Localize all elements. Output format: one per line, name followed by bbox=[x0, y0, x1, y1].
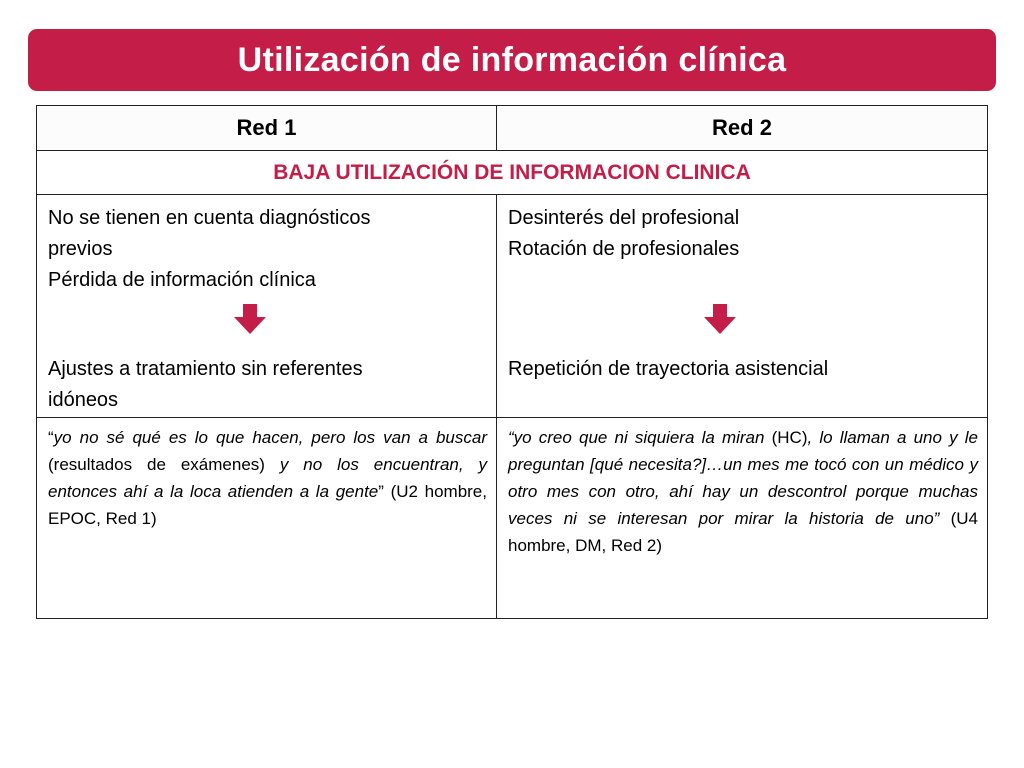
red1-findings-cell bbox=[37, 195, 497, 418]
subheader-row bbox=[37, 151, 988, 195]
down-arrow-icon bbox=[234, 304, 266, 334]
red1-cause-line: previos bbox=[48, 238, 113, 260]
red2-quote bbox=[497, 418, 987, 559]
header-red-2: Red 2 bbox=[497, 106, 988, 151]
subheader-baja-utilizacion: BAJA UTILIZACIÓN DE INFORMACION CLINICA bbox=[37, 151, 988, 195]
page-title: Utilización de información clínica bbox=[237, 40, 787, 79]
red2-findings-cell bbox=[497, 195, 988, 418]
quote-italic-text: y no los encuentran, y entonces ahí a la loca atienden a la gente bbox=[48, 455, 487, 501]
quote-plain-text: (resultados de exámenes) bbox=[48, 455, 280, 474]
comparison-table bbox=[36, 105, 988, 619]
header-red-1: Red 1 bbox=[37, 106, 497, 151]
red1-cause-line: No se tienen en cuenta diagnósticos bbox=[48, 207, 371, 229]
red1-quote bbox=[37, 418, 496, 532]
down-arrow-icon bbox=[704, 304, 736, 334]
quote-attribution: ” (U2 hombre, EPOC, Red 1) bbox=[48, 482, 487, 528]
red2-cause-line: Desinterés del profesional bbox=[508, 207, 740, 229]
quotes-row bbox=[37, 418, 988, 619]
quote-italic-text: yo no sé qué es lo que hacen, pero los van a buscar bbox=[53, 428, 487, 447]
quote-italic-text: “yo creo que ni siquiera la miran bbox=[508, 428, 765, 447]
red1-quote-cell bbox=[37, 418, 497, 619]
quote-attribution: (U4 hombre, DM, Red 2) bbox=[508, 509, 978, 555]
header-row bbox=[37, 106, 988, 151]
red2-cause-line: Rotación de profesionales bbox=[508, 238, 740, 260]
quote-plain-text: (HC) bbox=[764, 428, 808, 447]
findings-row bbox=[37, 195, 988, 418]
title-banner bbox=[28, 29, 996, 91]
quote-open-mark: “ bbox=[48, 428, 54, 447]
quote-italic-text: , lo llaman a uno y le preguntan [qué necesita?]…un mes me tocó con un médico y otro mes con otro, ahí hay un descontrol porque muchas veces ni se interesan por mirar la historia de uno” bbox=[508, 428, 978, 528]
red2-quote-cell bbox=[497, 418, 988, 619]
red1-cause-line: Pérdida de información clínica bbox=[48, 269, 316, 291]
red1-effect-line: Ajustes a tratamiento sin referentes bbox=[48, 358, 363, 380]
red2-effect-line: Repetición de trayectoria asistencial bbox=[508, 358, 829, 380]
red2-cause-spacer bbox=[508, 265, 977, 296]
red1-effect-line: idóneos bbox=[48, 389, 119, 411]
